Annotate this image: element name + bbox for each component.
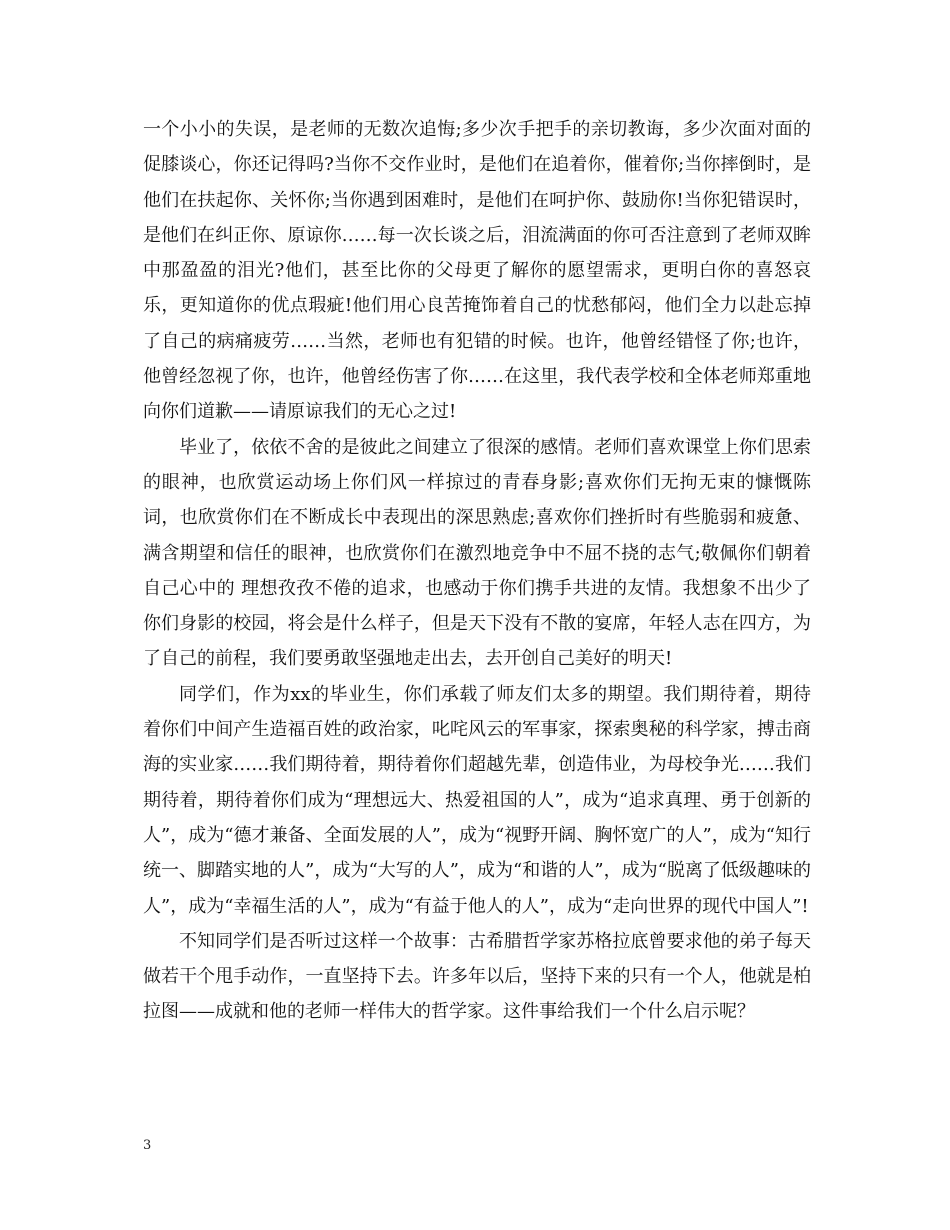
document-body: [143, 112, 811, 1030]
paragraph-expectations: 同学们，作为xx的毕业生，你们承载了师友们太多的期望。我们期待着，期待着你们中间产生造福百姓的政治家，叱咤风云的军事家，探索奥秘的科学家，搏击商海的实业家……我们期待着，期待着你们超越先辈，创造伟业，为母校争光……我们期待着，期待着你们成为“理想远大、热爱祖国的人”，成为“追求真理、勇于创新的人”，成为“德才兼备、全面发展的人”，成为“视野开阔、胸怀宽广的人”，成为“知行统一、脚踏实地的人”，成为“大写的人”，成为“和谐的人”，成为“脱离了低级趣味的人”，成为“幸福生活的人”，成为“有益于他人的人”，成为“走向世界的现代中国人”!: [143, 683, 811, 917]
page-number: 3: [143, 1138, 152, 1153]
paragraph-teacher-care: 一个小小的失误，是老师的无数次追悔;多少次手把手的亲切教诲，多少次面对面的促膝谈心，你还记得吗?当你不交作业时，是他们在追着你，催着你;当你摔倒时，是他们在扶起你、关怀你;当你遇到困难时，是他们在呵护你、鼓励你!当你犯错误时，是他们在纠正你、原谅你……每一次长谈之后，泪流满面的你可否注意到了老师双眸中那盈盈的泪光?他们，甚至比你的父母更了解你的愿望需求，更明白你的喜怒哀乐，更知道你的优点瑕疵!他们用心良苦掩饰着自己的忧愁郁闷，他们全力以赴忘掉了自己的病痛疲劳……当然，老师也有犯错的时候。也许，他曾经错怪了你;也许，他曾经忽视了你，也许，他曾经伤害了你……在这里，我代表学校和全体老师郑重地向你们道歉——请原谅我们的无心之过!: [143, 119, 811, 423]
paragraph-socrates-story: 不知同学们是否听过这样一个故事：古希腊哲学家苏格拉底曾要求他的弟子每天做若干个甩手动作，一直坚持下去。许多年以后，坚持下来的只有一个人，他就是柏拉图——成就和他的老师一样伟大的哲学家。这件事给我们一个什么启示呢？: [143, 930, 811, 1023]
paragraph-graduation-feelings: 毕业了，依依不舍的是彼此之间建立了很深的感情。老师们喜欢课堂上你们思索的眼神，也欣赏运动场上你们风一样掠过的青春身影;喜欢你们无拘无束的慷慨陈词，也欣赏你们在不断成长中表现出的深思熟虑;喜欢你们挫折时有些脆弱和疲惫、满含期望和信任的眼神，也欣赏你们在激烈地竞争中不屈不挠的志气;敬佩你们朝着自己心中的 理想孜孜不倦的追求，也感动于你们携手共进的友情。我想象不出少了你们身影的校园，将会是什么样子，但是天下没有不散的宴席，年轻人志在四方，为了自己的前程，我们要勇敢坚强地走出去，去开创自己美好的明天!: [143, 436, 811, 670]
